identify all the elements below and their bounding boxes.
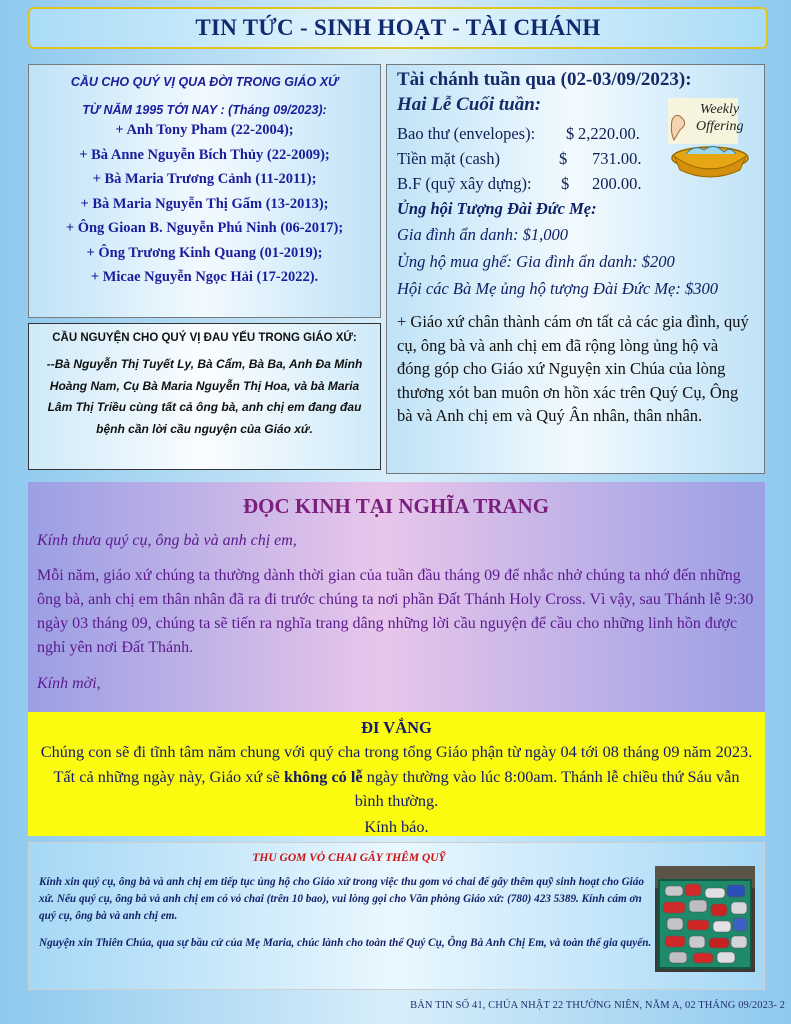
away-body-text: ngày thường vào lúc 8:00am. Thánh lễ chiều thứ Sáu vẫn bình thường. xyxy=(354,766,740,810)
away-body-text: Chúng con sẽ đi tĩnh tâm năm chung với quý cha trong tổng Giáo phận từ ngày 04 tới 08 tháng 09 năm 2023. Tất cả những ngày này, Giáo xứ sẽ xyxy=(40,742,753,786)
statue-heading: Ủng hội Tượng Đài Đức Mẹ: xyxy=(397,199,597,218)
donation-item: Hội các Bà Mẹ ủng hộ tượng Đài Đức Mẹ: $300 xyxy=(397,279,718,298)
offering-word-1: Weekly xyxy=(700,102,740,117)
finance-title: Tài chánh tuần qua (02-03/09/2023): xyxy=(397,69,692,90)
memorial-name: + Micae Nguyễn Ngọc Hải (17-2022). xyxy=(90,269,319,285)
memorial-name: + Ông Gioan B. Nguyễn Phú Ninh (06-2017); xyxy=(65,220,344,236)
finance-amount: 200.00. xyxy=(592,174,642,193)
memorial-box xyxy=(28,64,381,318)
memorial-names xyxy=(29,118,380,290)
finance-label: Bao thư (envelopes): xyxy=(397,124,536,143)
cemetery-title: ĐỌC KINH TẠI NGHĨA TRANG xyxy=(242,494,550,518)
recycled-cans-photo xyxy=(655,866,755,972)
page-title: TIN TỨC - SINH HOẠT - TÀI CHÁNH xyxy=(28,7,768,49)
page-footer: BẢN TIN SỐ 41, CHÚA NHẬT 22 THƯỜNG NIÊN, NĂM A, 02 THÁNG 09/2023- 2 xyxy=(410,1000,785,1011)
memorial-name: + Anh Tony Pham (22-2004); xyxy=(115,122,294,138)
finance-amount: 731.00. xyxy=(592,149,642,168)
finance-label: Tiền mặt (cash) xyxy=(397,149,500,168)
memorial-name: + Bà Maria Nguyễn Thị Gấm (13-2013); xyxy=(80,195,329,212)
recycling-body: Kính xin quý cụ, ông bà và anh chị em tiếp tục ủng hộ cho Giáo xứ trong việc thu gom vỏ chai để gây thêm quỹ sinh hoạt cho Giáo xứ. Nếu quý cụ, ông bà và anh chị em có vỏ chai (trên 10 bao), vui lòng gọi cho Văn phòng Giáo xứ: (780) 423 5389. Kính cám ơn quý cụ, ông bà và anh chị em. xyxy=(39,876,644,922)
recycling-blessing: Nguyện xin Thiên Chúa, qua sự bầu cử của Mẹ Maria, chúc lành cho toàn thể Quý Cụ, Ông Bà Anh Chị Em, và toàn thể gia quyến. xyxy=(39,937,652,949)
recycling-title: THU GOM VỎ CHAI GÂY THÊM QUỸ xyxy=(252,852,446,864)
away-body-emphasis: không có lễ xyxy=(283,766,363,786)
cemetery-invite: Kính mời, xyxy=(37,675,101,692)
memorial-name: + Bà Anne Nguyễn Bích Thủy (22-2009); xyxy=(79,146,330,163)
donation-item: Ủng hộ mua ghế: Gia đình ẩn danh: $200 xyxy=(397,252,675,271)
memorial-subheading: TỪ NĂM 1995 TỚI NAY : (Tháng 09/2023): xyxy=(82,103,327,117)
cemetery-greeting: Kính thưa quý cụ, ông bà và anh chị em, xyxy=(37,532,297,549)
away-notice xyxy=(28,712,765,836)
finance-currency: $ xyxy=(559,149,568,168)
away-title: ĐI VẮNG xyxy=(361,718,432,737)
finance-currency: $ xyxy=(566,124,575,143)
finance-label: B.F (quỹ xây dựng): xyxy=(397,174,532,193)
memorial-name: + Bà Maria Trương Cảnh (11-2011); xyxy=(92,171,317,187)
weekly-offering-image xyxy=(660,98,752,180)
sick-heading: CẦU NGUYỆN CHO QUÝ VỊ ĐAU YẾU TRONG GIÁO XỨ: xyxy=(52,332,357,344)
donation-item: Gia đình ẩn danh: $1,000 xyxy=(397,225,568,244)
finance-amount: 2,220.00. xyxy=(578,124,640,143)
finance-currency: $ xyxy=(561,174,570,193)
away-body xyxy=(28,740,765,814)
sick-list: --Bà Nguyễn Thị Tuyết Ly, Bà Cẩm, Bà Ba, Anh Đa Minh Hoàng Nam, Cụ Bà Maria Nguyễn Thị Hoa, và bà Maria Lâm Thị Triều cùng tất cả ông bà, anh chị em đang đau bệnh cần lời cầu nguyện của Giáo xứ. xyxy=(46,357,363,436)
finance-subtitle: Hai Lễ Cuối tuần: xyxy=(397,94,542,115)
thanks-note: + Giáo xứ chân thành cám ơn tất cả các gia đình, quý cụ, ông bà và anh chị em đã rộng lòng ủng hộ và đóng góp cho Giáo xứ Nguyện xin Chúa của lòng thương xót ban muôn ơn hồn xác trên Quý Cụ, Ông bà và Anh chị em và Quý Ân nhân, thân nhân. xyxy=(397,312,749,425)
memorial-heading: CẦU CHO QUÝ VỊ QUA ĐỜI TRONG GIÁO XỨ xyxy=(70,75,339,89)
away-sign: Kính báo. xyxy=(364,816,429,836)
offering-word-2: Offering xyxy=(696,119,744,134)
sick-prayer-box xyxy=(28,323,381,470)
cemetery-body: Mỗi năm, giáo xứ chúng ta thường dành thời gian của tuần đầu tháng 09 để nhắc nhở chúng ta nhớ đến những ông bà, anh chị em thân nhân đã ra đi trước chúng ta nơi phần Đất Thánh Holy Cross. Vì vậy, sau Thánh lễ 9:30 ngày 03 tháng 09, chúng ta sẽ tiến ra nghĩa trang dâng những lời cầu nguyện để cầu cho những linh hồn được nghỉ yên nơi Đất Thánh. xyxy=(37,567,754,656)
cemetery-prayer-section xyxy=(28,482,765,712)
memorial-name: + Ông Trương Kinh Quang (01-2019); xyxy=(86,244,323,261)
